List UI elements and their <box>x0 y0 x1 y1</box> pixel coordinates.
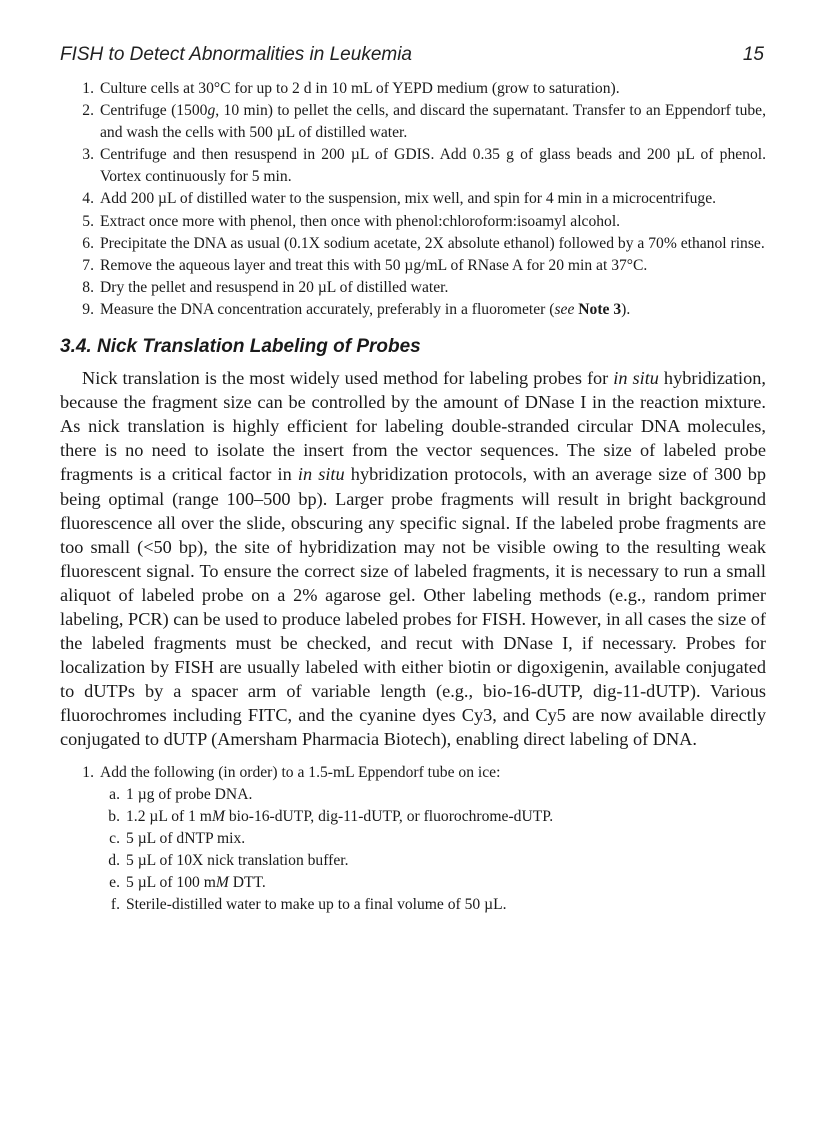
list-item <box>60 784 766 806</box>
sub-letter: b. <box>108 807 120 825</box>
list-item <box>60 255 766 277</box>
step-number: 4. <box>82 190 94 208</box>
sub-letter: f. <box>110 896 120 914</box>
step-number: 6. <box>82 234 94 252</box>
sub-text: 1.2 µL of 1 mM bio-16-dUTP, dig-11-dUTP, or fluorochrome-dUTP. <box>126 807 554 825</box>
sub-letter: a. <box>109 785 120 803</box>
list-item <box>60 894 766 916</box>
step-number: 5. <box>82 212 94 230</box>
list-item <box>60 188 766 210</box>
step-text: Remove the aqueous layer and treat this with 50 µg/mL of RNase A for 20 min at 37°C. <box>100 256 648 274</box>
step-text: Centrifuge and then resuspend in 200 µL of GDIS. Add 0.35 g of glass beads and 200 µL of phenol. Vortex continuously for 5 min. <box>100 146 766 186</box>
running-title: FISH to Detect Abnormalities in Leukemia <box>60 44 413 65</box>
sub-letter: d. <box>108 851 120 869</box>
step-text: Measure the DNA concentration accurately, preferably in a fluorometer (see Note 3). <box>100 300 631 318</box>
sub-text: 5 µL of dNTP mix. <box>126 829 246 847</box>
sub-letter: c. <box>109 829 120 847</box>
step-text: Precipitate the DNA as usual (0.1X sodium acetate, 2X absolute ethanol) followed by a 70% ethanol rinse. <box>100 234 765 252</box>
step-text: Add the following (in order) to a 1.5-mL Eppendorf tube on ice: <box>100 763 501 781</box>
step-number: 7. <box>82 256 94 274</box>
list-item <box>60 850 766 872</box>
list-item <box>60 100 766 144</box>
step-text: Add 200 µL of distilled water to the suspension, mix well, and spin for 4 min in a microcentrifuge. <box>100 190 717 208</box>
step-text: Culture cells at 30°C for up to 2 d in 10 mL of YEPD medium (grow to saturation). <box>100 80 620 97</box>
sub-text: 5 µL of 10X nick translation buffer. <box>126 851 349 869</box>
protocol-steps-bottom <box>60 762 766 784</box>
page-number: 15 <box>742 44 764 65</box>
running-header <box>60 44 766 66</box>
note-reference: Note 3 <box>578 300 622 318</box>
list-item <box>60 762 766 784</box>
step-number: 8. <box>82 278 94 296</box>
step-number: 1. <box>82 80 94 97</box>
list-item <box>60 299 766 321</box>
step-number: 2. <box>82 102 94 120</box>
list-item <box>60 872 766 894</box>
reagent-sublist <box>60 784 766 917</box>
step-number: 3. <box>82 146 94 164</box>
list-item <box>60 806 766 828</box>
body-paragraph: Nick translation is the most widely used method for labeling probes for in situ hybridization, because the fragment size can be controlled by the amount of DNase I in the reaction mixture. As nick translation is highly efficient for labeling double-stranded circular DNA molecules, there is no need to isolate the insert from the vector sequences. The size of labeled probe fragments is a critical factor in in situ hybridization protocols, with an average size of 300 bp being optimal (range 100–500 bp). Larger probe fragments will result in bright background fluorescence all over the slide, obscuring any specific signal. If the labeled probe fragments are too small (<50 bp), the site of hybridization may not be visible owing to the resulting weak fluorescent signal. To ensure the correct size of labeled fragments, it is necessary to run a small aliquot of labeled probe on a 2% agarose gel. Other labeling methods (e.g., random primer labeling, PCR) can be used to produce labeled probes for FISH. However, in all cases the size of the labeled fragments must be checked, and recut with DNase I, if necessary. Probes for localization by FISH are usually labeled with either biotin or digoxigenin, available conjugated to dUTPs by a spacer arm of variable length (e.g., bio-16-dUTP, dig-11-dUTP). Various fluorochromes including FITC, and the cyanine dyes Cy3, and Cy5 are now available directly conjugated to dUTP (Amersham Pharmacia Biotech), enabling direct labeling of DNA. <box>60 368 766 750</box>
list-item <box>60 211 766 233</box>
list-item <box>60 828 766 850</box>
list-item <box>60 144 766 188</box>
sub-letter: e. <box>109 874 120 891</box>
step-number: 1. <box>82 763 94 781</box>
sub-text: Sterile-distilled water to make up to a final volume of 50 µL. <box>126 896 507 914</box>
step-number: 9. <box>82 300 94 318</box>
list-item <box>60 78 766 100</box>
document-page <box>60 44 766 916</box>
sub-text: 5 µL of 100 mM DTT. <box>126 874 266 891</box>
step-text: Extract once more with phenol, then once with phenol:chloroform:isoamyl alcohol. <box>100 212 621 230</box>
list-item <box>60 233 766 255</box>
section-heading: 3.4. Nick Translation Labeling of Probes <box>60 336 421 358</box>
sub-text: 1 µg of probe DNA. <box>126 785 253 803</box>
step-text: Dry the pellet and resuspend in 20 µL of distilled water. <box>100 278 449 296</box>
step-text: Centrifuge (1500g, 10 min) to pellet the cells, and discard the supernatant. Transfer to an Eppendorf tube, and wash the cells with 500 µL of distilled water. <box>100 102 766 142</box>
list-item <box>60 277 766 299</box>
protocol-steps-top <box>60 78 766 321</box>
